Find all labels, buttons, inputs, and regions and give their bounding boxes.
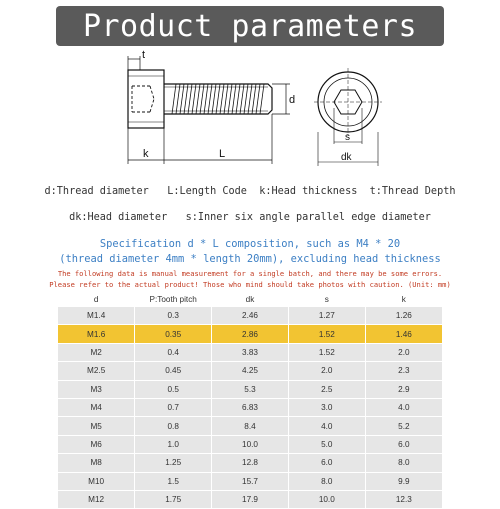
table-cell: 2.0 xyxy=(288,362,365,380)
table-cell: 0.45 xyxy=(135,362,212,380)
table-cell: 8.0 xyxy=(288,472,365,490)
spec-line-1: Specification d * L composition, such as M4 * 20 xyxy=(99,238,401,250)
table-cell: 5.0 xyxy=(288,435,365,453)
table-cell: M1.4 xyxy=(58,307,135,325)
thread-line xyxy=(256,84,260,114)
thread-line xyxy=(232,84,236,114)
table-cell: M5 xyxy=(58,417,135,435)
table-cell: 9.9 xyxy=(365,472,442,490)
table-cell: M2 xyxy=(58,343,135,361)
note-line-1: The following data is manual measurement for a single batch, and there may be some errors. xyxy=(57,269,443,278)
table-cell: 5.2 xyxy=(365,417,442,435)
table-cell: 0.35 xyxy=(135,325,212,343)
table-row xyxy=(58,380,442,398)
thread-line xyxy=(176,84,180,114)
table-cell: 2.0 xyxy=(365,343,442,361)
thread-line xyxy=(172,84,176,114)
column-header: s xyxy=(288,292,365,307)
thread-line xyxy=(188,84,192,114)
label-s: s xyxy=(345,132,350,143)
table-cell: 1.26 xyxy=(365,307,442,325)
table-header-row xyxy=(58,292,442,307)
table-cell: 3.0 xyxy=(288,398,365,416)
label-d: d xyxy=(289,94,296,106)
thread-line xyxy=(180,84,184,114)
thread-line xyxy=(204,84,208,114)
table-cell: M12 xyxy=(58,490,135,508)
table-row xyxy=(58,325,442,343)
table-row xyxy=(58,362,442,380)
thread-line xyxy=(252,84,256,114)
table-cell: M6 xyxy=(58,435,135,453)
table-cell: 1.5 xyxy=(135,472,212,490)
page-title: Product parameters xyxy=(82,8,418,44)
thread-line xyxy=(212,84,216,114)
thread-line xyxy=(236,84,240,114)
thread-line xyxy=(200,84,204,114)
thread-line xyxy=(224,84,228,114)
column-header: dk xyxy=(212,292,289,307)
table-cell: 0.3 xyxy=(135,307,212,325)
table-cell: 4.25 xyxy=(212,362,289,380)
thread-line xyxy=(240,84,244,114)
table-cell: 1.46 xyxy=(365,325,442,343)
parameters-table xyxy=(58,292,442,509)
table-cell: 10.0 xyxy=(288,490,365,508)
note-line-2: Please refer to the actual product! Those who mind should take photos with caution. (Unit: mm) xyxy=(49,280,451,289)
table-cell: 6.83 xyxy=(212,398,289,416)
column-header: d xyxy=(58,292,135,307)
table-cell: M1.6 xyxy=(58,325,135,343)
table-cell: 2.9 xyxy=(365,380,442,398)
table-cell: 6.0 xyxy=(365,435,442,453)
table-cell: 1.25 xyxy=(135,454,212,472)
table-row xyxy=(58,417,442,435)
thread-line xyxy=(196,84,200,114)
table-cell: 4.0 xyxy=(288,417,365,435)
table-cell: 8.0 xyxy=(365,454,442,472)
table-cell: 17.9 xyxy=(212,490,289,508)
label-k: k xyxy=(143,148,149,160)
thread-line xyxy=(208,84,212,114)
screw-technical-drawing xyxy=(0,48,500,178)
column-header: P:Tooth pitch xyxy=(135,292,212,307)
spec-line-2: (thread diameter 4mm * length 20mm), excluding head thickness xyxy=(59,253,441,265)
table-cell: 3.83 xyxy=(212,343,289,361)
label-L: L xyxy=(219,148,226,160)
table-cell: 1.52 xyxy=(288,343,365,361)
thread-line xyxy=(260,84,264,114)
table-row xyxy=(58,454,442,472)
table-cell: 1.27 xyxy=(288,307,365,325)
table-row xyxy=(58,307,442,325)
thread-line xyxy=(244,84,248,114)
table-cell: 2.5 xyxy=(288,380,365,398)
legend-line-2: dk:Head diameter s:Inner six angle parallel edge diameter xyxy=(69,212,431,223)
table-cell: 8.4 xyxy=(212,417,289,435)
table-cell: 10.0 xyxy=(212,435,289,453)
thread-line xyxy=(216,84,220,114)
dimension-lines xyxy=(128,56,290,164)
table-row xyxy=(58,343,442,361)
thread-line xyxy=(184,84,188,114)
table-cell: M4 xyxy=(58,398,135,416)
table-cell: 5.3 xyxy=(212,380,289,398)
table-cell: 1.52 xyxy=(288,325,365,343)
table-cell: 2.86 xyxy=(212,325,289,343)
table-cell: M10 xyxy=(58,472,135,490)
table-row xyxy=(58,398,442,416)
thread-line xyxy=(248,84,252,114)
table-cell: 0.8 xyxy=(135,417,212,435)
table-cell: 4.0 xyxy=(365,398,442,416)
table-cell: 1.75 xyxy=(135,490,212,508)
table-cell: M8 xyxy=(58,454,135,472)
legend-line-1: d:Thread diameter L:Length Code k:Head thickness t:Thread Depth xyxy=(44,186,456,197)
table-cell: 0.5 xyxy=(135,380,212,398)
column-header: k xyxy=(365,292,442,307)
table-cell: 1.0 xyxy=(135,435,212,453)
table-cell: 15.7 xyxy=(212,472,289,490)
table-cell: 0.4 xyxy=(135,343,212,361)
table-cell: 12.8 xyxy=(212,454,289,472)
table-cell: 2.46 xyxy=(212,307,289,325)
table-cell: 0.7 xyxy=(135,398,212,416)
label-dk: dk xyxy=(341,152,352,163)
table-cell: 2.3 xyxy=(365,362,442,380)
label-t: t xyxy=(142,49,146,61)
screw-side-view xyxy=(128,70,272,128)
table-cell: M2.5 xyxy=(58,362,135,380)
table-cell: 6.0 xyxy=(288,454,365,472)
table-row xyxy=(58,435,442,453)
title-banner xyxy=(56,6,444,46)
thread-line xyxy=(220,84,224,114)
table-cell: M3 xyxy=(58,380,135,398)
thread-line xyxy=(228,84,232,114)
thread-line xyxy=(192,84,196,114)
table-row xyxy=(58,472,442,490)
table-cell: 12.3 xyxy=(365,490,442,508)
